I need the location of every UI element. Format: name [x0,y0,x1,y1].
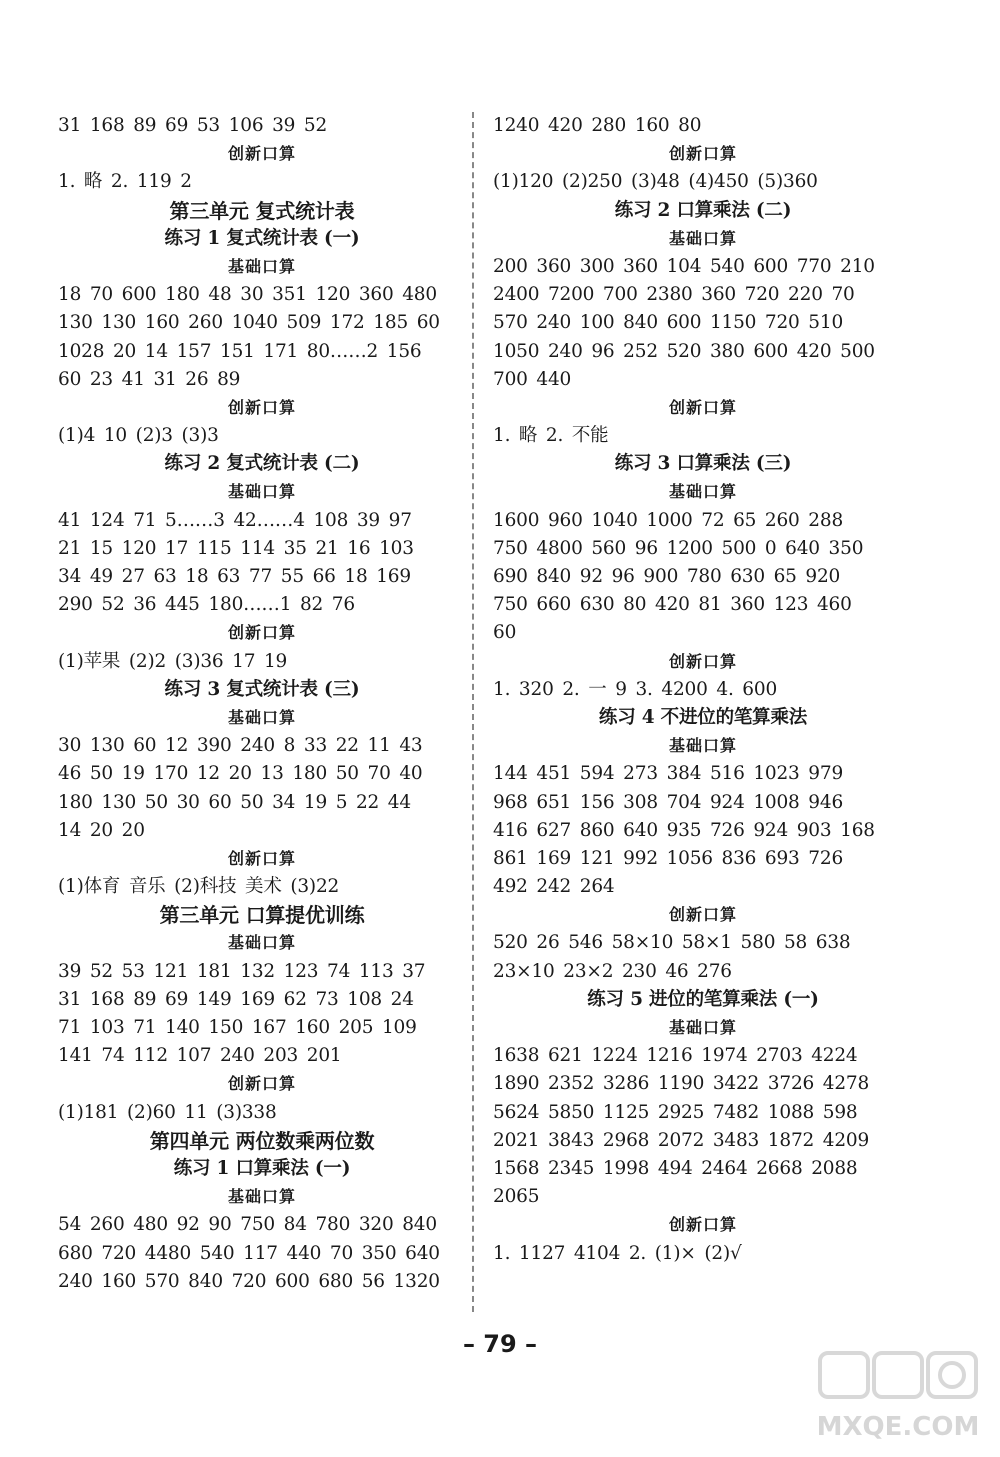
answer-line: 60 [493,622,517,644]
answer-line: 39 52 53 121 181 132 123 74 113 37 [58,960,426,982]
section-heading: 基础口算 [227,707,296,727]
answer-line: 144 451 594 273 384 516 1023 979 [493,763,844,785]
answer-line: 23×10 23×2 230 46 276 [493,960,732,982]
section-heading: 创新口算 [227,1074,296,1094]
answer-line: 680 720 4480 540 117 440 70 350 640 [58,1242,440,1264]
answer-line: 700 440 [493,368,572,390]
answer-line: 520 26 546 58×10 58×1 580 58 638 [493,932,851,954]
watermark-text: MXQE.COM [816,1412,980,1442]
section-heading: 创新口算 [227,623,296,643]
answer-line: 200 360 300 360 104 540 600 770 210 [493,255,875,277]
exercise-heading: 练习 2 口算乘法 (二) [614,199,792,221]
unit-heading: 第四单元 两位数乘两位数 [149,1128,375,1153]
answer-line: 1. 1127 4104 2. (1)× (2)√ [493,1242,742,1264]
answer-line: (1)120 (2)250 (3)48 (4)450 (5)360 [493,171,818,193]
section-heading: 基础口算 [668,736,737,756]
answer-line: 30 130 60 12 390 240 8 33 22 11 43 [58,735,423,757]
exercise-heading: 练习 4 不进位的笔算乘法 [598,706,808,728]
answer-line: 31 168 89 69 149 169 62 73 108 24 [58,988,414,1010]
answer-line: 416 627 860 640 935 726 924 903 168 [493,819,875,841]
answer-line: (1)体育 音乐 (2)科技 美术 (3)22 [58,876,340,898]
answer-line: 1028 20 14 157 151 171 80……2 156 [58,340,422,362]
answer-line: 34 49 27 63 18 63 77 55 66 18 169 [58,566,411,587]
section-heading: 创新口算 [227,397,296,417]
section-heading: 基础口算 [668,1018,737,1037]
answer-line: (1)苹果 (2)2 (3)36 17 19 [58,650,288,672]
answer-line: 130 130 160 260 1040 509 172 185 60 [58,312,440,334]
exercise-heading: 练习 2 复式统计表 (二) [164,453,360,475]
answer-line: 21 15 120 17 115 114 35 21 16 103 [58,537,414,559]
answer-line: 5624 5850 1125 2925 7482 1088 598 [493,1101,858,1123]
right-column [493,112,913,1268]
answer-line: 968 651 156 308 704 924 1008 946 [493,791,844,813]
answer-line: 1638 621 1224 1216 1974 2703 4224 [493,1045,858,1067]
answer-line: 54 260 480 92 90 750 84 780 320 840 [58,1214,437,1236]
unit-heading: 第三单元 复式统计表 [169,198,355,223]
exercise-heading: 练习 1 复式统计表 (一) [164,227,360,249]
answer-line: 60 23 41 31 26 89 [58,368,241,390]
column-divider [472,112,474,1312]
section-heading: 创新口算 [227,848,296,868]
exercise-heading: 练习 1 口算乘法 (一) [173,1157,351,1179]
section-heading: 创新口算 [227,144,296,164]
section-heading: 创新口算 [668,905,737,925]
answer-line: 750 4800 560 96 1200 500 0 640 350 [493,537,864,559]
exercise-heading: 练习 3 复式统计表 (三) [164,678,360,700]
answer-line: 570 240 100 840 600 1150 720 510 [493,312,844,334]
answer-line: 1890 2352 3286 1190 3422 3726 4278 [493,1073,870,1095]
answer-line: 861 169 121 992 1056 836 693 726 [493,847,844,869]
answer-line: 1240 420 280 160 80 [493,115,702,136]
answer-line: 750 660 630 80 420 81 360 123 460 [493,594,852,616]
answer-line: 46 50 19 170 12 20 13 180 50 70 40 [58,763,423,785]
answer-line: 1568 2345 1998 494 2464 2668 2088 [493,1157,858,1179]
answer-line: 141 74 112 107 240 203 201 [58,1045,342,1067]
section-heading: 创新口算 [668,144,737,164]
answer-line: 1050 240 96 252 520 380 600 420 500 [493,340,875,362]
answer-line: 71 103 71 140 150 167 160 205 109 [58,1017,417,1038]
answer-line: 18 70 600 180 48 30 351 120 360 480 [58,284,437,306]
section-heading: 基础口算 [668,482,737,502]
section-heading: 基础口算 [227,933,296,953]
answer-line: 1. 略 2. 119 2 [58,171,192,193]
answer-line: 1600 960 1040 1000 72 65 260 288 [493,509,844,531]
watermark-logo [814,1349,982,1445]
section-heading: 创新口算 [668,651,737,671]
answer-line: 1. 略 2. 不能 [493,425,609,447]
answer-line: 14 20 20 [58,819,145,841]
exercise-heading: 练习 5 进位的笔算乘法 (一) [587,988,819,1010]
answer-line: 31 168 89 69 53 106 39 52 [58,115,328,136]
section-heading: 基础口算 [227,256,296,276]
answer-line: 290 52 36 445 180……1 82 76 [58,594,355,616]
answer-line: 492 242 264 [493,876,615,898]
exercise-heading: 练习 3 口算乘法 (三) [614,453,792,475]
answer-line: 2400 7200 700 2380 360 720 220 70 [493,284,855,306]
answer-line: 240 160 570 840 720 600 680 56 1320 [58,1270,440,1292]
answer-line: (1)4 10 (2)3 (3)3 [58,425,219,447]
answer-line: 1. 320 2. 一 9 3. 4200 4. 600 [493,678,778,700]
section-heading: 创新口算 [668,1215,737,1235]
section-heading: 基础口算 [227,482,296,502]
answer-line: 180 130 50 30 60 50 34 19 5 22 44 [58,791,411,813]
left-column [58,112,466,1296]
section-heading: 创新口算 [668,397,737,417]
answer-line: 690 840 92 96 900 780 630 65 920 [493,566,841,587]
answer-line: 2065 [493,1186,540,1208]
section-heading: 基础口算 [668,228,737,248]
page-number: – 79 – [462,1330,538,1358]
answer-line: 41 124 71 5……3 42……4 108 39 97 [58,509,412,531]
answer-line: (1)181 (2)60 11 (3)338 [58,1101,277,1123]
answer-line: 2021 3843 2968 2072 3483 1872 4209 [493,1129,870,1151]
unit-heading: 第三单元 口算提优训练 [159,903,365,928]
section-heading: 基础口算 [227,1187,296,1207]
